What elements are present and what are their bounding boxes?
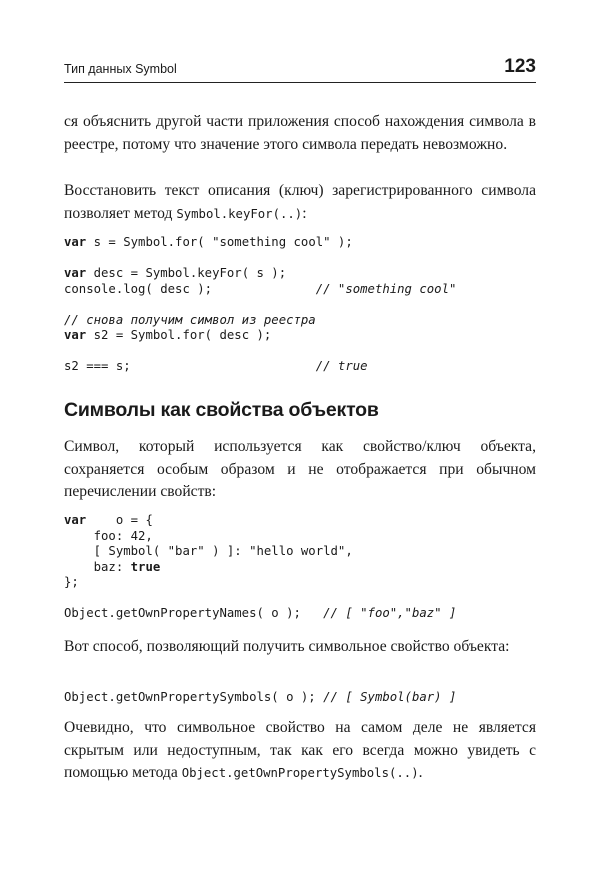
code-text: console.log( desc ); (64, 281, 316, 296)
code-line (64, 235, 456, 251)
section-heading: Символы как свойства объектов (64, 399, 379, 421)
code-line: }; (64, 575, 79, 589)
paragraph-continuation: ся объяснить другой части приложения способ нахождения символа в реестре, потому что значение этого символа передать невозможно. (64, 113, 536, 153)
code-text: s = Symbol.for( "something cool" ); (86, 235, 353, 249)
code-keyword: var (64, 328, 87, 342)
code-keyword: true (130, 559, 161, 574)
code-block-object (64, 513, 456, 622)
code-line (64, 313, 456, 329)
code-text: o = { (86, 513, 153, 527)
code-comment: // [ Symbol(bar) ] (323, 690, 457, 704)
paragraph-get-symbols: Вот способ, позволяющий получить символьное свойство объекта: (64, 638, 510, 655)
code-keyword: var (64, 513, 87, 527)
running-header (64, 52, 536, 83)
code-blank-line (64, 297, 456, 313)
code-keyword: var (64, 235, 87, 249)
code-block-keyfor (64, 235, 456, 375)
code-text: s2 = Symbol.for( desc ); (86, 328, 272, 342)
code-blank-line (64, 344, 456, 360)
code-keyword: var (64, 266, 87, 280)
code-line (64, 690, 456, 706)
code-comment: // "something cool" (315, 281, 457, 296)
code-text: desc = Symbol.keyFor( s ); (86, 266, 287, 280)
code-comment: // true (315, 359, 368, 373)
code-text: Object.getOwnPropertySymbols( o ); (64, 690, 324, 704)
page-number: 123 (504, 56, 536, 77)
paragraph-keyfor-text: Восстановить текст описания (ключ) зарегистрированного символа позволяет метод (64, 182, 536, 222)
code-comment: // снова получим символ из реестра (64, 312, 316, 327)
code-comment: // [ "foo","baz" ] (323, 606, 457, 620)
code-line (64, 513, 456, 529)
paragraph-keyfor-end: : (302, 204, 307, 222)
code-blank-line (64, 251, 456, 267)
code-text: s2 === s; (64, 359, 316, 373)
code-text: Object.getOwnPropertyNames( o ); (64, 606, 324, 620)
paragraph-conclusion (64, 717, 536, 785)
paragraph-symbol-property: Символ, который используется как свойство/ключ объекта, сохраняется особым образом и не отображается при обычном перечислении свойств: (64, 438, 536, 500)
code-blank-line (64, 591, 456, 607)
code-line (64, 359, 456, 375)
code-line (64, 282, 456, 298)
code-text: baz: (64, 559, 131, 574)
inline-code-get-symbols: Object.getOwnPropertySymbols(..) (181, 766, 419, 780)
code-line (64, 560, 456, 576)
code-line (64, 606, 456, 622)
code-line (64, 266, 456, 282)
paragraph-conclusion-text: Очевидно, что символьное свойство на самом деле не является скрытым или недоступным, так как его всегда можно увидеть с помощью метода (64, 719, 536, 781)
header-title: Тип данных Symbol (64, 62, 177, 76)
code-block-symbols (64, 690, 456, 706)
code-line (64, 328, 456, 344)
code-line: foo: 42, (64, 528, 153, 543)
paragraph-conclusion-end: . (418, 764, 423, 781)
inline-code-keyfor: Symbol.keyFor(..) (176, 206, 303, 221)
code-line: [ Symbol( "bar" ) ]: "hello world", (64, 544, 353, 558)
paragraph-keyfor (64, 180, 536, 225)
